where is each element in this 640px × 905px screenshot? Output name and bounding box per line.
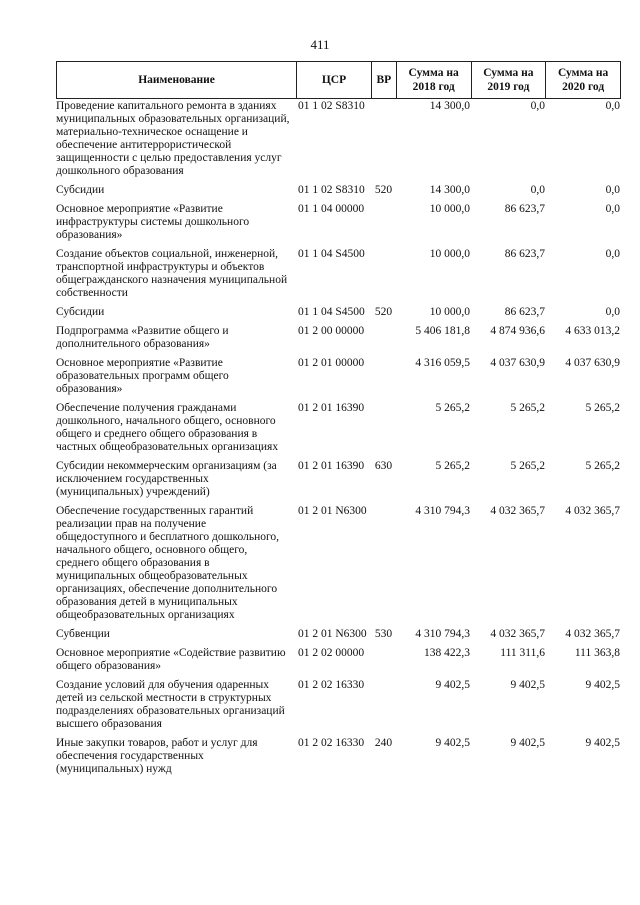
row-sum-2020: 0,0 [605,248,620,260]
row-sum-2019: 86 623,7 [504,248,545,260]
row-vr [371,505,396,622]
table-row [56,647,621,673]
row-sum-2018: 9 402,5 [435,679,470,691]
row-csr: 01 1 02 S8310 [298,184,365,196]
row-csr: 01 2 00 00000 [298,325,365,337]
row-name: Субвенции [56,628,110,640]
row-vr: 520 [374,184,393,196]
header-sum-2020: Сумма на 2020 год [545,62,620,98]
row-vr: 630 [374,460,393,472]
header-sum-2019: Сумма на 2019 год [471,62,546,98]
row-vr [371,679,396,731]
row-name: Проведение капитального ремонта в зданиях муниципальных образовательных организаций, материально-техническое оснащение и обеспечение антитеррористической защищенности с целью предоставления услуг дошкольного образования [56,100,290,177]
row-vr: 520 [374,306,393,318]
row-sum-2019: 4 032 365,7 [490,628,545,640]
table-row [56,203,621,242]
row-vr [371,100,396,178]
row-csr: 01 2 02 16330 [298,737,365,749]
row-name: Субсидии некоммерческим организациям (за исключением государственных (муниципальных) учреждений) [56,460,277,498]
row-csr: 01 1 02 S8310 [298,100,365,112]
row-sum-2019: 86 623,7 [504,306,545,318]
row-sum-2018: 4 310 794,3 [415,505,470,517]
row-sum-2019: 0,0 [530,184,545,196]
table-row [56,325,621,351]
row-sum-2020: 111 363,8 [574,647,620,659]
row-sum-2020: 9 402,5 [585,737,620,749]
row-sum-2018: 4 316 059,5 [415,357,470,369]
table-row [56,306,621,319]
row-vr [371,357,396,396]
row-vr [371,248,396,300]
budget-table [56,61,621,782]
row-sum-2019: 9 402,5 [510,679,545,691]
row-sum-2020: 0,0 [605,184,620,196]
row-sum-2020: 4 633 013,2 [565,325,620,337]
row-sum-2018: 4 310 794,3 [415,628,470,640]
row-sum-2019: 5 265,2 [510,402,545,414]
table-row [56,628,621,641]
row-sum-2020: 0,0 [605,100,620,112]
table-row [56,737,621,776]
table-row [56,460,621,499]
row-csr: 01 1 04 S4500 [298,248,365,260]
header-vr: ВР [371,62,396,98]
row-sum-2020: 0,0 [605,203,620,215]
row-vr [371,647,396,673]
row-sum-2019: 4 032 365,7 [490,505,545,517]
page-number: 411 [310,37,330,52]
row-sum-2020: 4 032 365,7 [565,505,620,517]
row-name: Субсидии [56,306,105,318]
row-name: Обеспечение государственных гарантий реализации прав на получение общедоступного и бесплатного дошкольного, начального общего, основного общего, среднего общего образования в муниципальных общеобразовательных организациях, обеспечение дополнительного образования детей в муниципальных общеобразовательных организациях [56,505,280,621]
table-row [56,184,621,197]
header-csr: ЦСР [296,62,371,98]
row-sum-2020: 0,0 [605,306,620,318]
row-sum-2018: 5 265,2 [435,402,470,414]
row-sum-2018: 14 300,0 [429,184,470,196]
row-vr: 240 [374,737,393,749]
row-vr [371,325,396,351]
row-sum-2018: 14 300,0 [429,100,470,112]
row-name: Иные закупки товаров, работ и услуг для обеспечения государственных (муниципальных) нужд [56,737,258,775]
row-csr: 01 2 01 00000 [298,357,365,369]
row-sum-2019: 4 874 936,6 [490,325,545,337]
row-sum-2019: 9 402,5 [510,737,545,749]
row-sum-2018: 5 265,2 [435,460,470,472]
row-csr: 01 2 01 16390 [298,460,365,472]
row-name: Субсидии [56,184,105,196]
row-vr [371,203,396,242]
row-sum-2019: 0,0 [530,100,545,112]
row-vr: 530 [374,628,393,640]
row-sum-2020: 5 265,2 [585,402,620,414]
row-csr: 01 2 01 N6300 [298,628,367,640]
row-vr [371,402,396,454]
row-name: Создание условий для обучения одаренных детей из сельской местности в структурных подразделениях образовательных организаций высшего образования [56,679,285,730]
row-sum-2018: 10 000,0 [429,306,470,318]
row-name: Создание объектов социальной, инженерной, транспортной инфраструктуры и объектов общегражданского назначения муниципальной собственности [56,248,288,299]
row-sum-2020: 4 032 365,7 [565,628,620,640]
row-sum-2018: 138 422,3 [424,647,470,659]
row-sum-2018: 9 402,5 [435,737,470,749]
row-sum-2020: 5 265,2 [585,460,620,472]
row-sum-2019: 111 311,6 [500,647,545,659]
row-name: Основное мероприятие «Развитие образовательных программ общего образования» [56,357,229,395]
row-csr: 01 1 04 00000 [298,203,365,215]
header-name: Наименование [138,74,215,86]
row-csr: 01 2 02 00000 [298,647,365,659]
row-name: Обеспечение получения гражданами дошкольного, начального общего, основного общего и среднего общего образования в частных общеобразовательных организациях [56,402,279,453]
row-sum-2019: 86 623,7 [504,203,545,215]
table-row [56,679,621,731]
row-sum-2020: 9 402,5 [585,679,620,691]
table-row [56,357,621,396]
row-sum-2020: 4 037 630,9 [565,357,620,369]
row-name: Основное мероприятие «Содействие развитию общего образования» [56,647,286,672]
table-body [56,100,621,776]
table-row [56,402,621,454]
row-sum-2018: 5 406 181,8 [415,325,470,337]
row-name: Подпрограмма «Развитие общего и дополнительного образования» [56,325,229,350]
row-name: Основное мероприятие «Развитие инфраструктуры системы дошкольного образования» [56,203,250,241]
row-sum-2019: 5 265,2 [510,460,545,472]
row-sum-2018: 10 000,0 [429,248,470,260]
row-csr: 01 2 02 16330 [298,679,365,691]
row-sum-2019: 4 037 630,9 [490,357,545,369]
row-sum-2018: 10 000,0 [429,203,470,215]
table-row [56,248,621,300]
table-header [56,61,621,99]
row-csr: 01 2 01 16390 [298,402,365,414]
row-csr: 01 1 04 S4500 [298,306,365,318]
header-sum-2018: Сумма на 2018 год [396,62,471,98]
table-row [56,505,621,622]
table-row [56,100,621,178]
row-csr: 01 2 01 N6300 [298,505,367,517]
